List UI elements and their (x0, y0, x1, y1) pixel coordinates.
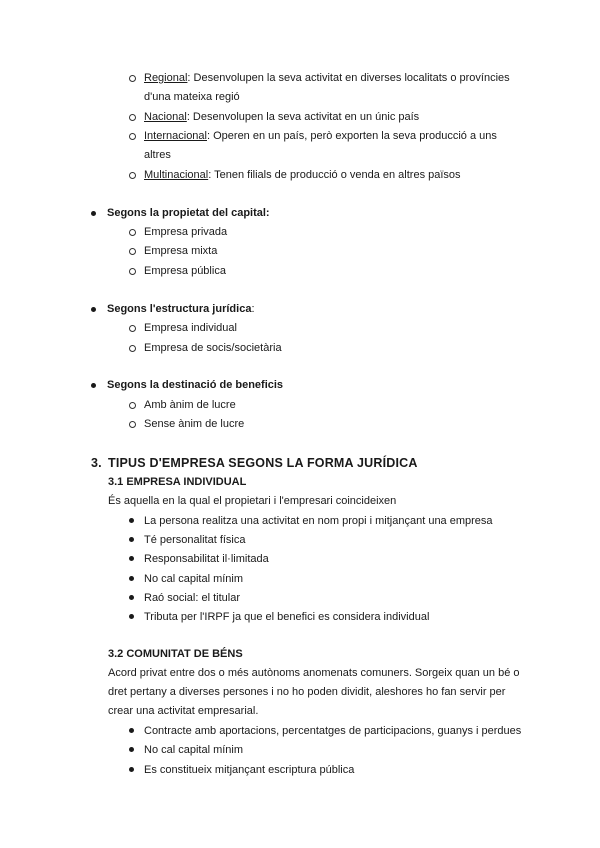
sub-bullet (129, 133, 136, 140)
list-item (144, 71, 510, 85)
term-internacional: Internacional (144, 130, 207, 142)
section-title: TIPUS D'EMPRESA SEGONS LA FORMA JURÍDICA (108, 456, 418, 470)
term-multinacional: Multinacional (144, 169, 209, 181)
bullet (129, 767, 134, 772)
sub-bullet (129, 421, 136, 428)
list-item (144, 168, 461, 182)
sub-bullet (129, 75, 136, 82)
list-item: Empresa privada (144, 226, 228, 238)
legal-heading (107, 302, 255, 316)
subsection-title: 3.1 EMPRESA INDIVIDUAL (108, 476, 247, 488)
list-item: Empresa de socis/societària (144, 342, 282, 354)
list-item-continuation: altres (144, 149, 171, 161)
item-text: : Desenvolupen la seva activitat en un únic país (186, 111, 420, 123)
list-item: Empresa mixta (144, 245, 218, 257)
sub-bullet (129, 345, 136, 352)
item-text: : Desenvolupen la seva activitat en diverses localitats o províncies (187, 72, 510, 84)
profit-heading: Segons la destinació de beneficis (107, 379, 284, 391)
legal-heading-rest: : (251, 303, 255, 315)
term-nacional: Nacional (144, 111, 187, 123)
sub-bullet (129, 268, 136, 275)
sub-bullet (129, 229, 136, 236)
bullet (129, 747, 134, 752)
list-item: Sense ànim de lucre (144, 418, 245, 430)
bullet (129, 576, 134, 581)
bullet (129, 595, 134, 600)
legal-heading-bold: Segons l'estructura jurídica (107, 303, 252, 315)
list-item: Es constitueix mitjançant escriptura pública (144, 764, 355, 776)
section-number: 3. (91, 456, 102, 470)
sub-bullet (129, 172, 136, 179)
bullet (129, 518, 134, 523)
list-item: Raó social: el titular (144, 592, 240, 604)
subsection-title: 3.2 COMUNITAT DE BÉNS (108, 648, 243, 660)
sub-bullet (129, 248, 136, 255)
subsection-intro: És aquella en la qual el propietari i l'empresari coincideixen (108, 495, 397, 507)
bullet (129, 556, 134, 561)
list-item: La persona realitza una activitat en nom propi i mitjançant una empresa (144, 515, 493, 527)
paragraph-line: dret pertany a diverses persones i no ho poden dividit, aleshores ho fan servir per (108, 686, 506, 698)
list-item: Responsabilitat il·limitada (144, 553, 269, 565)
list-item: Tributa per l'IRPF ja que el benefici es considera individual (144, 611, 430, 623)
item-text: : Operen en un país, però exporten la seva producció a uns (207, 130, 497, 142)
list-item: No cal capital mínim (144, 744, 244, 756)
bullet (129, 728, 134, 733)
term-regional: Regional (144, 72, 188, 84)
list-item: Té personalitat física (144, 534, 246, 546)
list-item (144, 110, 419, 124)
bullet (129, 614, 134, 619)
paragraph-line: crear una activitat empresarial. (108, 705, 259, 717)
list-item: Contracte amb aportacions, percentatges de participacions, guanys i perdues (144, 725, 522, 737)
bullet (91, 211, 96, 216)
list-item: Empresa individual (144, 322, 237, 334)
list-item: No cal capital mínim (144, 573, 244, 585)
capital-heading: Segons la propietat del capital: (107, 207, 270, 219)
list-item (144, 129, 497, 143)
list-item: Amb ànim de lucre (144, 399, 236, 411)
sub-bullet (129, 325, 136, 332)
list-item-continuation: d'una mateixa regió (144, 91, 240, 103)
sub-bullet (129, 114, 136, 121)
sub-bullet (129, 402, 136, 409)
list-item: Empresa pública (144, 265, 226, 277)
bullet (91, 307, 96, 312)
bullet (91, 383, 96, 388)
bullet (129, 537, 134, 542)
item-text: : Tenen filials de producció o venda en altres països (208, 169, 461, 181)
paragraph-line: Acord privat entre dos o més autònoms anomenats comuners. Sorgeix quan un bé o (108, 667, 520, 679)
